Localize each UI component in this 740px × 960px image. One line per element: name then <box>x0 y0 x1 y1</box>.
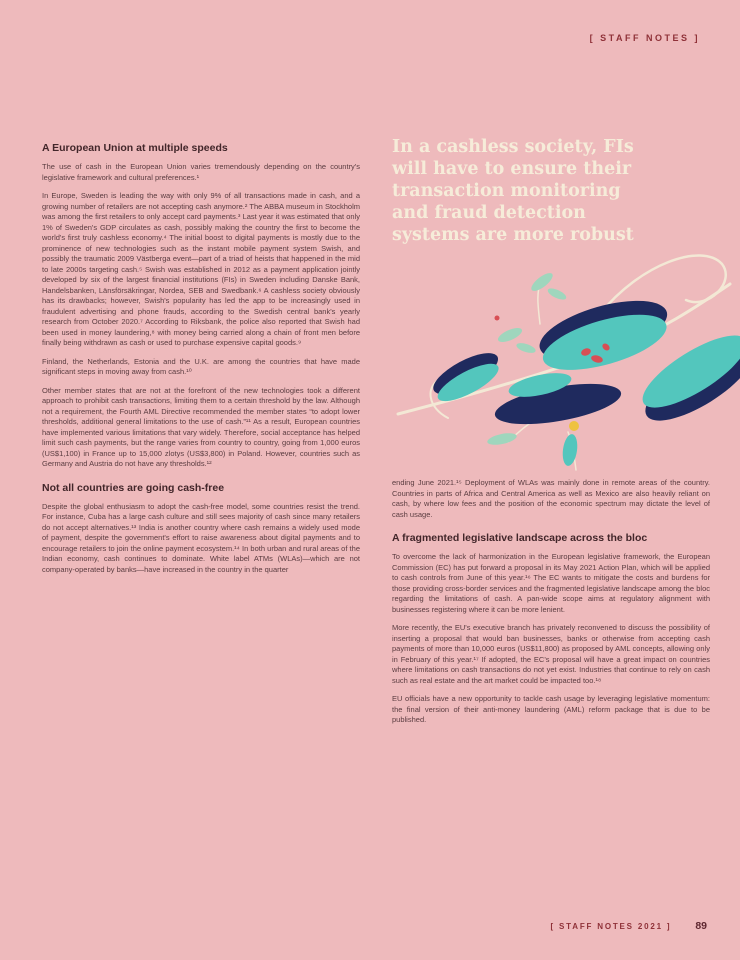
right-column <box>392 478 710 734</box>
mint-leaf <box>486 431 517 447</box>
pull-quote-line: will have to ensure their <box>392 159 632 180</box>
pull-quote-line: transaction monitoring <box>392 181 621 202</box>
body-paragraph: In Europe, Sweden is leading the way with only 9% of all transactions made in cash, and a growing number of retailers are not accepting cash anymore.² The ABBA museum in Stockholm was among the first retailers to only accept card payments.³ Last year it was estimated that only 1% of Sweden's GDP circulates as cash, possibly making the country the first to become the world's first truly cashless economy.⁴ The initial boost to digital payments is mostly due to the prominence of new technologies such as the instant mobile payment system Swish, and possibly the traumatic 2009 Västberga event—part of a triad of heists that happened in the mid to late 2000s targeting cash.⁵ Swish was established in 2012 as a payment application jointly developed by six of the largest financial institutions (FIs) in Sweden including Danske Bank, Handelsbanken, Länsförsäkringar, Nordea, SEB and Swedbank.⁶ A cashless society obviously has its drawbacks; however, Swish's popularity has led the app to be increasingly used in fraudulent advertising and phone frauds, according to the Swedish central bank's yearly research from October 2020.⁷ According to Riksbank, the police also reported that Swish had been used in money laundering,⁸ with money being carried along a chain of front men before finally being withdrawn as cash or used to purchase expensive capital goods.⁹ <box>42 191 360 348</box>
floral-branch-illustration <box>390 236 740 478</box>
pull-quote-line: In a cashless society, FIs <box>392 137 634 157</box>
section-heading-fragmented-legislation: A fragmented legislative landscape across the bloc <box>392 532 648 544</box>
body-paragraph: More recently, the EU's executive branch has privately reconvened to discuss the possibility of inserting a proposal that would ban businesses, banks or otherwise from accepting cash payments of more than 10,000 euros (US$11,800) as proposed by AML concepts, allowing only in February of this year.¹⁷ If adopted, the EC's proposal will have a great impact on countries where limitations on cash transactions do not yet exist. Industries that continue to rely on cash such as real estate and the art market could be impacted too.¹⁸ <box>392 623 710 685</box>
coral-dot <box>495 316 500 321</box>
body-paragraph: EU officials have a new opportunity to tackle cash usage by leveraging legislative momentum: the final version of their anti-money laundering (AML) reform package that is due to be published. <box>392 694 710 725</box>
page-number: 89 <box>695 920 707 932</box>
section-heading-eu-speeds: A European Union at multiple speeds <box>42 142 228 154</box>
pull-quote-line: systems are more robust <box>392 225 634 246</box>
left-column <box>42 142 360 583</box>
body-paragraph: Other member states that are not at the forefront of the new technologies took a different approach to prohibit cash transactions, limiting them to a certain threshold by the law. Although not a requirement, the Fourth AML Directive recommended the member states “to adopt lower thresholds, additional general limitations to the use of cash.”¹¹ As a result, European countries have implemented various limitations that vary widely. Therefore, social acceptance has helped limit such cash payments, but the range varies from country to country, going from 1,000 euros (US$1,100) in France up to 15,000 zlotys (US$3,800) in Poland. However, countries such as Germany and Austria do not have any thresholds.¹² <box>42 385 360 469</box>
page-footer <box>551 920 707 932</box>
mint-leaf <box>546 286 568 302</box>
mint-leaf <box>515 341 536 355</box>
body-paragraph: The use of cash in the European Union varies tremendously depending on the country's legislative framework and cultural preferences.¹ <box>42 162 360 182</box>
teal-sprout <box>561 433 579 467</box>
footer-tag: [ STAFF NOTES 2021 ] <box>550 921 672 931</box>
yellow-berry <box>569 421 579 431</box>
pull-quote-block <box>392 136 708 246</box>
body-paragraph: To overcome the lack of harmonization in the European legislative framework, the European Commission (EC) has put forward a proposal in its May 2021 Action Plan, which will be applied to cash controls from June of this year.¹⁶ The EC wants to mitigate the costs and burdens for those providing cross-border services and the fragmented legislative landscape among the bloc regarding the limitations of cash. A pan-wide scope aims at regulatory alignment with businesses registering where it can be more lenient. <box>392 552 710 614</box>
body-paragraph: Finland, the Netherlands, Estonia and the U.K. are among the countries that have made significant steps in moving away from cash.¹⁰ <box>42 356 360 377</box>
large-leaf-center <box>533 289 676 381</box>
pull-quote-line: and fraud detection <box>392 203 586 224</box>
mint-leaf <box>496 325 524 345</box>
header-section-tag: [ STAFF NOTES ] <box>589 33 700 43</box>
body-paragraph: ending June 2021.¹⁵ Deployment of WLAs was mainly done in remote areas of the country. Countries in parts of Africa and Central America as well as Mexico are also heavily reliant on cash, by where low fees and the position of the economic spectrum may dictate the level of cash usage. <box>392 478 710 519</box>
small-leaf-left <box>428 345 507 408</box>
body-paragraph: Despite the global enthusiasm to adopt the cash-free model, some countries resist the trend. For instance, Cuba has a large cash culture and still sees majority of cash since many retailers do not accept alternatives.¹³ India is another country where cash remains a widely used mode of payment, despite the government's effort to raise awareness about digital payments and to encourage retailers to join the online payment ecosystem.¹⁴ In both urban and rural areas of the Indian economy, cash continues to dominate. White label ATMs (WLAs)—which are not company-operated by banks—have increased in the country in the quarter <box>42 501 360 574</box>
navy-leaf-bottom <box>492 369 624 432</box>
section-heading-not-cash-free: Not all countries are going cash-free <box>42 481 225 494</box>
